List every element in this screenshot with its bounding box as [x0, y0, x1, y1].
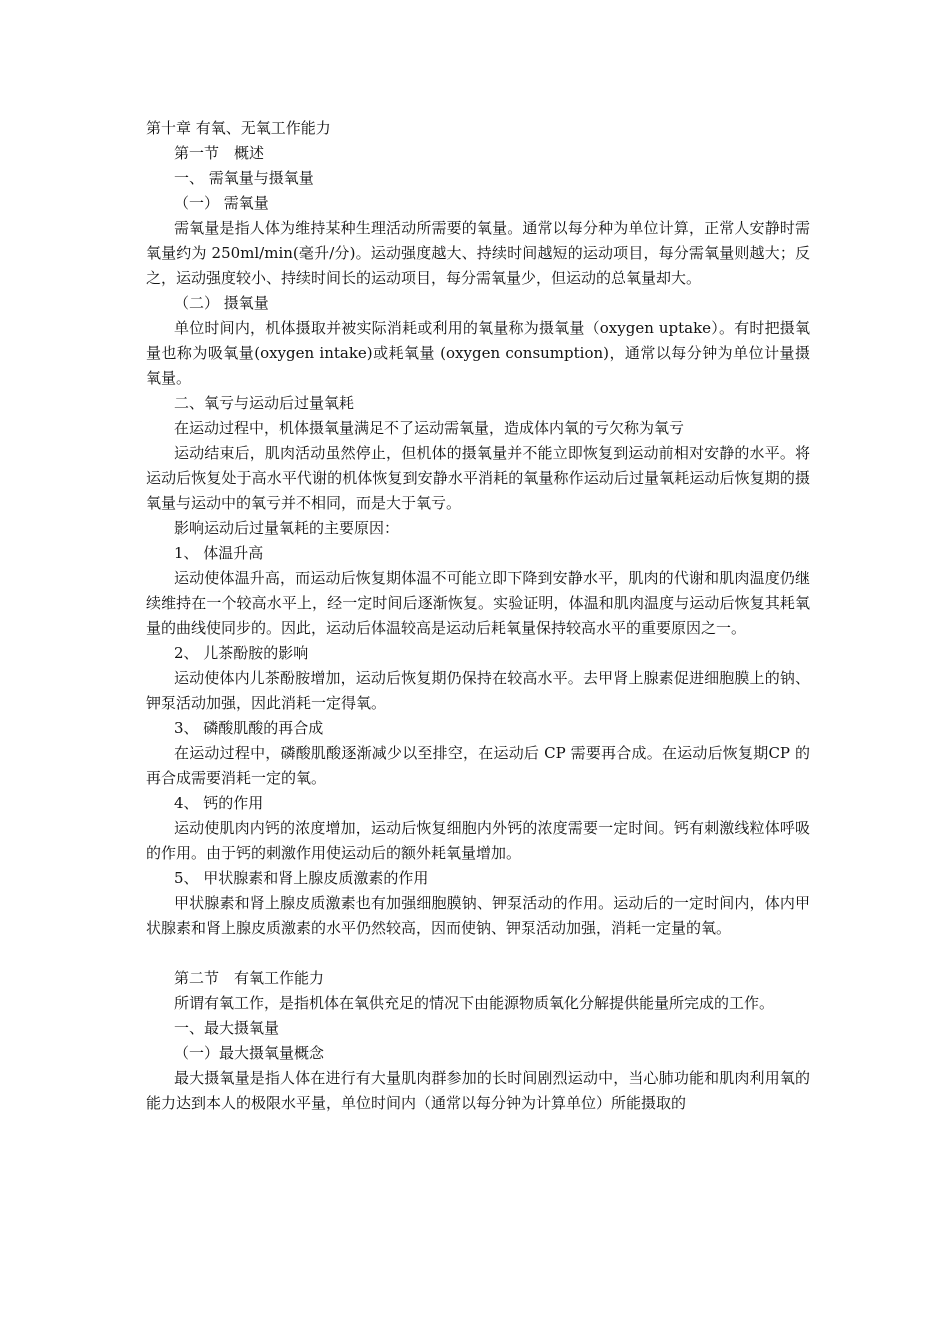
list-item-title: 3、 磷酸肌酸的再合成: [174, 719, 324, 737]
subsection-1-title: 一、 需氧量与摄氧量: [174, 169, 314, 187]
paragraph: 需氧量是指人体为维持某种生理活动所需要的氧量。通常以每分种为单位计算，正常人安静时需氧量约为 250ml/min(毫升/分)。运动强度越大、持续时间越短的运动项目，每分需氧量则越大；反之，运动强度较小、持续时间长的运动项目，每分需氧量少，但运动的总氧量却大。: [146, 219, 810, 287]
paragraph: 甲状腺素和肾上腺皮质激素也有加强细胞膜钠、钾泵活动的作用。运动后的一定时间内，体内甲状腺素和肾上腺皮质激素的水平仍然较高，因而使钠、钾泵活动加强，消耗一定量的氧。: [146, 894, 810, 937]
paragraph: 运动使体温升高，而运动后恢复期体温不可能立即下降到安静水平，肌肉的代谢和肌肉温度仍继续维持在一个较高水平上，经一定时间后逐渐恢复。实验证明，体温和肌肉温度与运动后恢复其耗氧量的曲线使同步的。因此，运动后体温较高是运动后耗氧量保持较高水平的重要原因之一。: [146, 569, 810, 637]
subsection-title: （一）最大摄氧量概念: [174, 1044, 325, 1062]
paragraph: 单位时间内，机体摄取并被实际消耗或利用的氧量称为摄氧量（oxygen uptake）。有时把摄氧量也称为吸氧量(oxygen intake)或耗氧量 (oxygen consumption)，通常以每分钟为单位计量摄氧量。: [146, 319, 810, 387]
section-2-title: 第二节 有氧工作能力: [174, 969, 325, 987]
paragraph: 最大摄氧量是指人体在进行有大量肌肉群参加的长时间剧烈运动中，当心肺功能和肌肉利用氧的能力达到本人的极限水平量，单位时间内（通常以每分钟为计算单位）所能摄取的: [146, 1069, 810, 1112]
list-item-title: 2、 儿茶酚胺的影响: [174, 644, 309, 662]
blank-line: [146, 941, 810, 966]
document-body: [146, 116, 810, 1116]
paragraph: 在运动过程中，磷酸肌酸逐渐减少以至排空，在运动后 CP 需要再合成。在运动后恢复期CP 的再合成需要消耗一定的氧。: [146, 744, 810, 787]
subsection-1-1-title: （一） 需氧量: [174, 194, 269, 212]
paragraph: 在运动过程中，机体摄氧量满足不了运动需氧量，造成体内氧的亏欠称为氧亏: [174, 419, 685, 437]
section-1-title: 第一节 概述: [174, 144, 265, 162]
paragraph: 所谓有氧工作，是指机体在氧供充足的情况下由能源物质氧化分解提供能量所完成的工作。: [174, 994, 775, 1012]
paragraph: 影响运动后过量氧耗的主要原因：: [174, 519, 400, 537]
subsection-2-title: 二、氧亏与运动后过量氧耗: [174, 394, 355, 412]
paragraph: 运动使体内儿茶酚胺增加，运动后恢复期仍保持在较高水平。去甲肾上腺素促进细胞膜上的钠、钾泵活动加强，因此消耗一定得氧。: [146, 669, 810, 712]
subsection-1-2-title: （二） 摄氧量: [174, 294, 269, 312]
paragraph: 运动使肌肉内钙的浓度增加，运动后恢复细胞内外钙的浓度需要一定时间。钙有刺激线粒体呼吸的作用。由于钙的刺激作用使运动后的额外耗氧量增加。: [146, 819, 810, 862]
list-item-title: 4、 钙的作用: [174, 794, 264, 812]
subsection-title: 一、最大摄氧量: [174, 1019, 280, 1037]
paragraph: 运动结束后，肌肉活动虽然停止，但机体的摄氧量并不能立即恢复到运动前相对安静的水平。将运动后恢复处于高水平代谢的机体恢复到安静水平消耗的氧量称作运动后过量氧耗运动后恢复期的摄氧量与运动中的氧亏并不相同，而是大于氧亏。: [146, 444, 810, 512]
list-item-title: 5、 甲状腺素和肾上腺皮质激素的作用: [174, 869, 429, 887]
chapter-title: 第十章 有氧、无氧工作能力: [146, 119, 331, 137]
list-item-title: 1、 体温升高: [174, 544, 264, 562]
